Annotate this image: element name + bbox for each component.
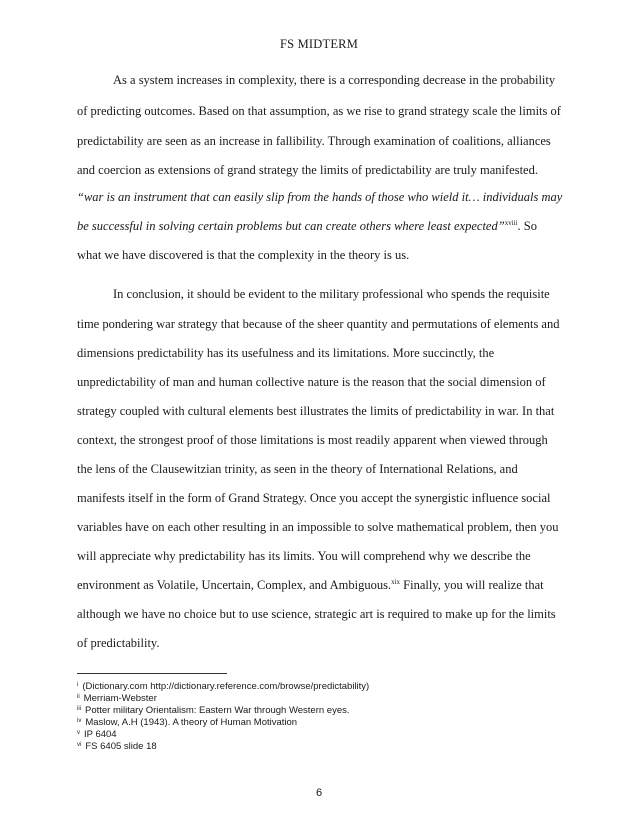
footnote-marker: iv: [77, 718, 82, 724]
paragraph-2-line-6: context, the strongest proof of those limitations is most readily apparent when viewed through: [77, 433, 548, 447]
quote-line-1: “war is an instrument that can easily slip from the hands of those who wield it… individuals may: [77, 190, 563, 204]
paragraph-1-line-7: what we have discovered is that the complexity in the theory is us.: [77, 248, 410, 262]
page-header: FS MIDTERM: [279, 37, 359, 51]
quote-tail: . So: [517, 219, 537, 233]
paragraph-2-line-11: [77, 577, 544, 593]
footnote-marker: vi: [77, 742, 82, 748]
quote-text: be successful in solving certain problems but can create others where least expected”: [77, 219, 505, 233]
footnote-marker: ii: [77, 694, 80, 700]
paragraph-1-line-2: of predicting outcomes. Based on that assumption, as we rise to grand strategy scale the limits of: [77, 104, 561, 118]
paragraph-2-line-8: manifests itself in the form of Grand Strategy. Once you accept the synergistic influence social: [77, 491, 551, 505]
vuca-text: environment as Volatile, Uncertain, Complex, and Ambiguous.: [77, 578, 392, 592]
footnote: [77, 728, 117, 740]
footnote: [77, 716, 297, 728]
footnote-marker: i: [77, 682, 79, 688]
footnote-text: Merriam-Webster: [83, 693, 157, 704]
footnote-marker: iii: [77, 706, 81, 712]
vuca-tail: Finally, you will realize that: [400, 578, 544, 592]
paragraph-1-line-1: As a system increases in complexity, there is a corresponding decrease in the probability: [113, 73, 556, 87]
footnote-divider: [77, 673, 227, 674]
page-number: 6: [315, 787, 323, 799]
endnote-marker: xviii: [504, 219, 518, 227]
paragraph-2-line-10: will appreciate why predictability has its limits. You will comprehend why we describe the: [77, 549, 531, 563]
footnote-text: FS 6405 slide 18: [85, 741, 157, 752]
paragraph-2-line-7: the lens of the Clausewitzian trinity, as seen in the theory of International Relations, and: [77, 462, 518, 476]
quote-line-2: [77, 218, 537, 234]
paragraph-2-line-12: although we have no choice but to use science, strategic art is required to make up for the limits: [77, 607, 556, 621]
paragraph-2-line-1: In conclusion, it should be evident to the military professional who spends the requisite: [113, 287, 550, 301]
footnote: [77, 680, 369, 692]
paragraph-2-line-4: unpredictability of man and human collective nature is the reason that the social dimension of: [77, 375, 546, 389]
footnote: [77, 692, 157, 704]
paragraph-1-line-3: predictability are seen as an increase in fallibility. Through examination of coalitions, alliances: [77, 134, 551, 148]
endnote-marker: xix: [391, 578, 401, 586]
paragraph-1-line-4: and coercion as extensions of grand strategy the limits of predictability are truly manifested.: [77, 163, 538, 177]
footnote-text: Potter military Orientalism: Eastern War through Western eyes.: [85, 705, 350, 716]
footnote-text: IP 6404: [84, 729, 117, 740]
footnote: [77, 704, 350, 716]
footnote-text: (Dictionary.com http://dictionary.reference.com/browse/predictability): [82, 681, 370, 692]
paragraph-2-line-3: dimensions predictability has its usefulness and its limitations. More succinctly, the: [77, 346, 495, 360]
paragraph-2-line-5: strategy coupled with cultural elements best illustrates the limits of predictability in war. In that: [77, 404, 555, 418]
footnote-text: Maslow, A.H (1943). A theory of Human Motivation: [85, 717, 298, 728]
footnote-marker: v: [77, 730, 80, 736]
paragraph-2-line-2: time pondering war strategy that because of the sheer quantity and permutations of elements and: [77, 317, 560, 331]
paragraph-2-line-9: variables have on each other resulting in an impossible to solve mathematical problem, then you: [77, 520, 559, 534]
paragraph-2-line-13: of predictability.: [77, 636, 160, 650]
footnote: [77, 740, 157, 752]
